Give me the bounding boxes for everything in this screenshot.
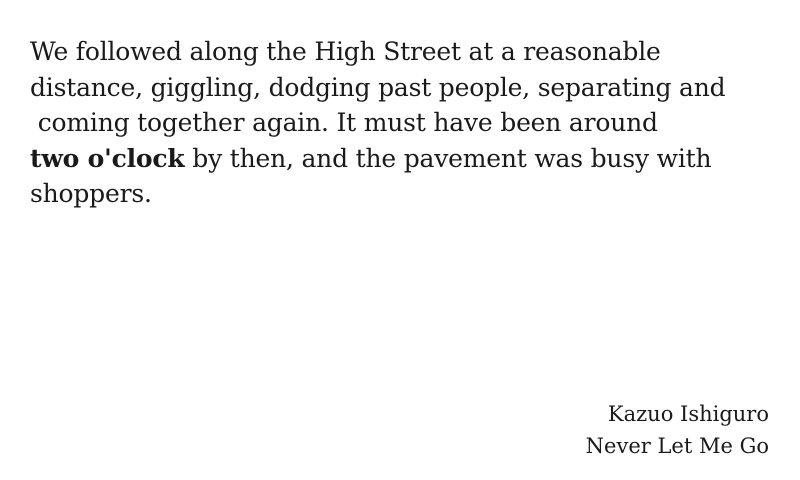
quote-passage	[30, 34, 775, 212]
author-name: Kazuo Ishiguro	[607, 402, 769, 426]
quote-line: shoppers.	[30, 179, 152, 208]
quote-line-rest: by then, and the pavement was busy with	[184, 143, 712, 173]
quote-line	[30, 141, 775, 177]
quote-emphasis: two o'clock	[30, 143, 185, 173]
attribution	[586, 398, 769, 462]
quote-line: coming together again. It must have been around	[30, 108, 658, 137]
quote-line: distance, giggling, dodging past people, separating and	[30, 72, 726, 102]
book-title: Never Let Me Go	[585, 434, 769, 458]
quote-line: We followed along the High Street at a reasonable	[30, 37, 661, 66]
